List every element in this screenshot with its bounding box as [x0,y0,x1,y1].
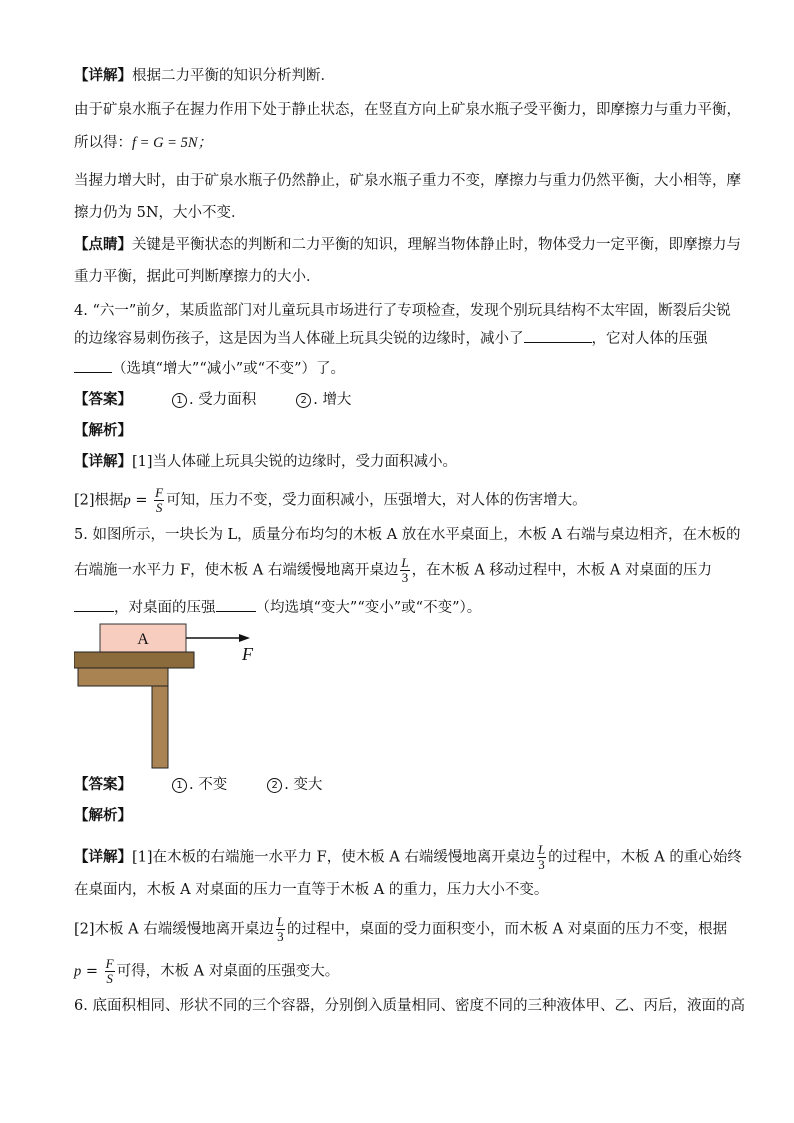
paragraph-line: 由于矿泉水瓶子在握力作用下处于静止状态，在竖直方向上矿泉水瓶子受平衡力，即摩擦力与重力平衡， [74,102,741,118]
detail-line-4-1: 【详解】[1]当人体碰上玩具尖锐的边缘时，受力面积减小。 [74,454,458,470]
question-5-line-1: 5. 如图所示，一块长为 L，质量分布均匀的木板 A 放在水平桌面上，木板 A 右端与桌边相齐，在木板的 [74,527,741,543]
detail-line-4-2: [2]根据p = $\frac{F}{S}$ 可知，压力不变，受力面积减小，压强增大，对人体的伤害增大。 [74,485,587,515]
detail-line-5-4: p = $\frac{F}{S}$ 可得，木板 A 对桌面的压强变大。 [74,956,340,986]
force-label: F [242,644,253,664]
circled-number-2: 2 [296,393,311,408]
question-6-line-1: 6. 底面积相同、形状不同的三个容器，分别倒入质量相同、密度不同的三种液体甲、乙、丙后，液面的高 [74,998,745,1014]
table-apron [78,668,168,686]
paragraph-line: 当握力增大时，由于矿泉水瓶子仍然静止，矿泉水瓶子重力不变，摩擦力与重力仍然平衡，大小相等，摩 [74,173,741,189]
question-5-line-2: 右端施一水平力 F，使木板 A 右端缓慢地离开桌边 $\frac{L}{3}$ ，在木板 A 移动过程中，木板 A 对桌面的压力 [74,555,712,585]
fraction-l-over-3: $\frac{L}{3}$ [401,555,409,585]
question-5-line-3: ，对桌面的压强 （均选填“变大”“变小”或“不变”）。 [74,597,481,618]
answer-tag: 【答案】 [74,777,132,793]
detail-tag: 【详解】 [74,454,132,470]
circled-number-1: 1 [172,778,187,793]
fraction-f-over-s: $\frac{F}{S}$ [105,956,114,986]
answer-blank [524,328,592,343]
detail-tag: 【详解】 [74,849,132,866]
table-leg [152,686,168,768]
circled-number-2: 2 [267,778,282,793]
paragraph-line: 重力平衡，据此可判断摩擦力的大小． [74,269,321,285]
comment-line: 【点睛】关键是平衡状态的判断和二力平衡的知识，理解当物体静止时，物体受力一定平衡，即摩擦力与 [74,237,741,253]
analysis-tag-line [74,806,132,826]
circled-number-1: 1 [172,393,187,408]
board-label: A [137,631,149,648]
formula-line: 所以得：f = G = 5N； [74,135,212,151]
fraction-l-over-3: $\frac{L}{3}$ [537,842,546,872]
detail-tag: 【详解】 [74,68,132,84]
paragraph-line: 擦力仍为 5N，大小不变． [74,205,246,221]
answer-blank [74,597,114,612]
detail-line-5-3: [2]木板 A 右端缓慢地离开桌边 $\frac{L}{3}$ 的过程中，桌面的受力面积变小，而木板 A 对桌面的压力不变，根据 [74,914,728,944]
answer-blank [216,597,256,612]
question-4-line-3: （选填“增大”“减小”或“不变”）了。 [74,358,345,379]
answer-line-5: 【答案】 1 . 不变 2 . 变大 [74,777,323,793]
analysis-tag: 【解析】 [74,423,132,439]
answer-tag: 【答案】 [74,392,132,408]
answer-line-4: 【答案】 1 . 受力面积 2 . 增大 [74,392,352,408]
fraction-f-over-s: $\frac{F}{S}$ [155,485,164,515]
analysis-tag-line [74,421,132,441]
formula: f = G = 5N； [132,135,212,151]
answer-blank [74,358,112,373]
detail-line-1: 【详解】根据二力平衡的知识分析判断． [74,68,335,84]
detail-line-5-2: 在桌面内，木板 A 对桌面的压力一直等于木板 A 的重力，压力大小不变。 [74,882,549,898]
fraction-l-over-3: $\frac{L}{3}$ [276,914,284,944]
table-top [74,652,194,668]
question-4-line-2: 的边缘容易刺伤孩子，这是因为当人体碰上玩具尖锐的边缘时，减小了 ，它对人体的压强 [74,328,708,349]
force-arrow-head [239,634,250,642]
comment-tag: 【点睛】 [74,237,132,253]
detail-line-5-1: 【详解】[1]在木板的右端施一水平力 F，使木板 A 右端缓慢地离开桌边 $\frac{L}{3}$ 的过程中，木板 A 的重心始终 [74,842,742,872]
analysis-tag: 【解析】 [74,808,132,824]
board-on-table-figure [74,620,274,770]
question-4-line-1: 4. “六一”前夕，某质监部门对儿童玩具市场进行了专项检查，发现个别玩具结构不太牢固，断裂后尖锐 [74,303,731,319]
